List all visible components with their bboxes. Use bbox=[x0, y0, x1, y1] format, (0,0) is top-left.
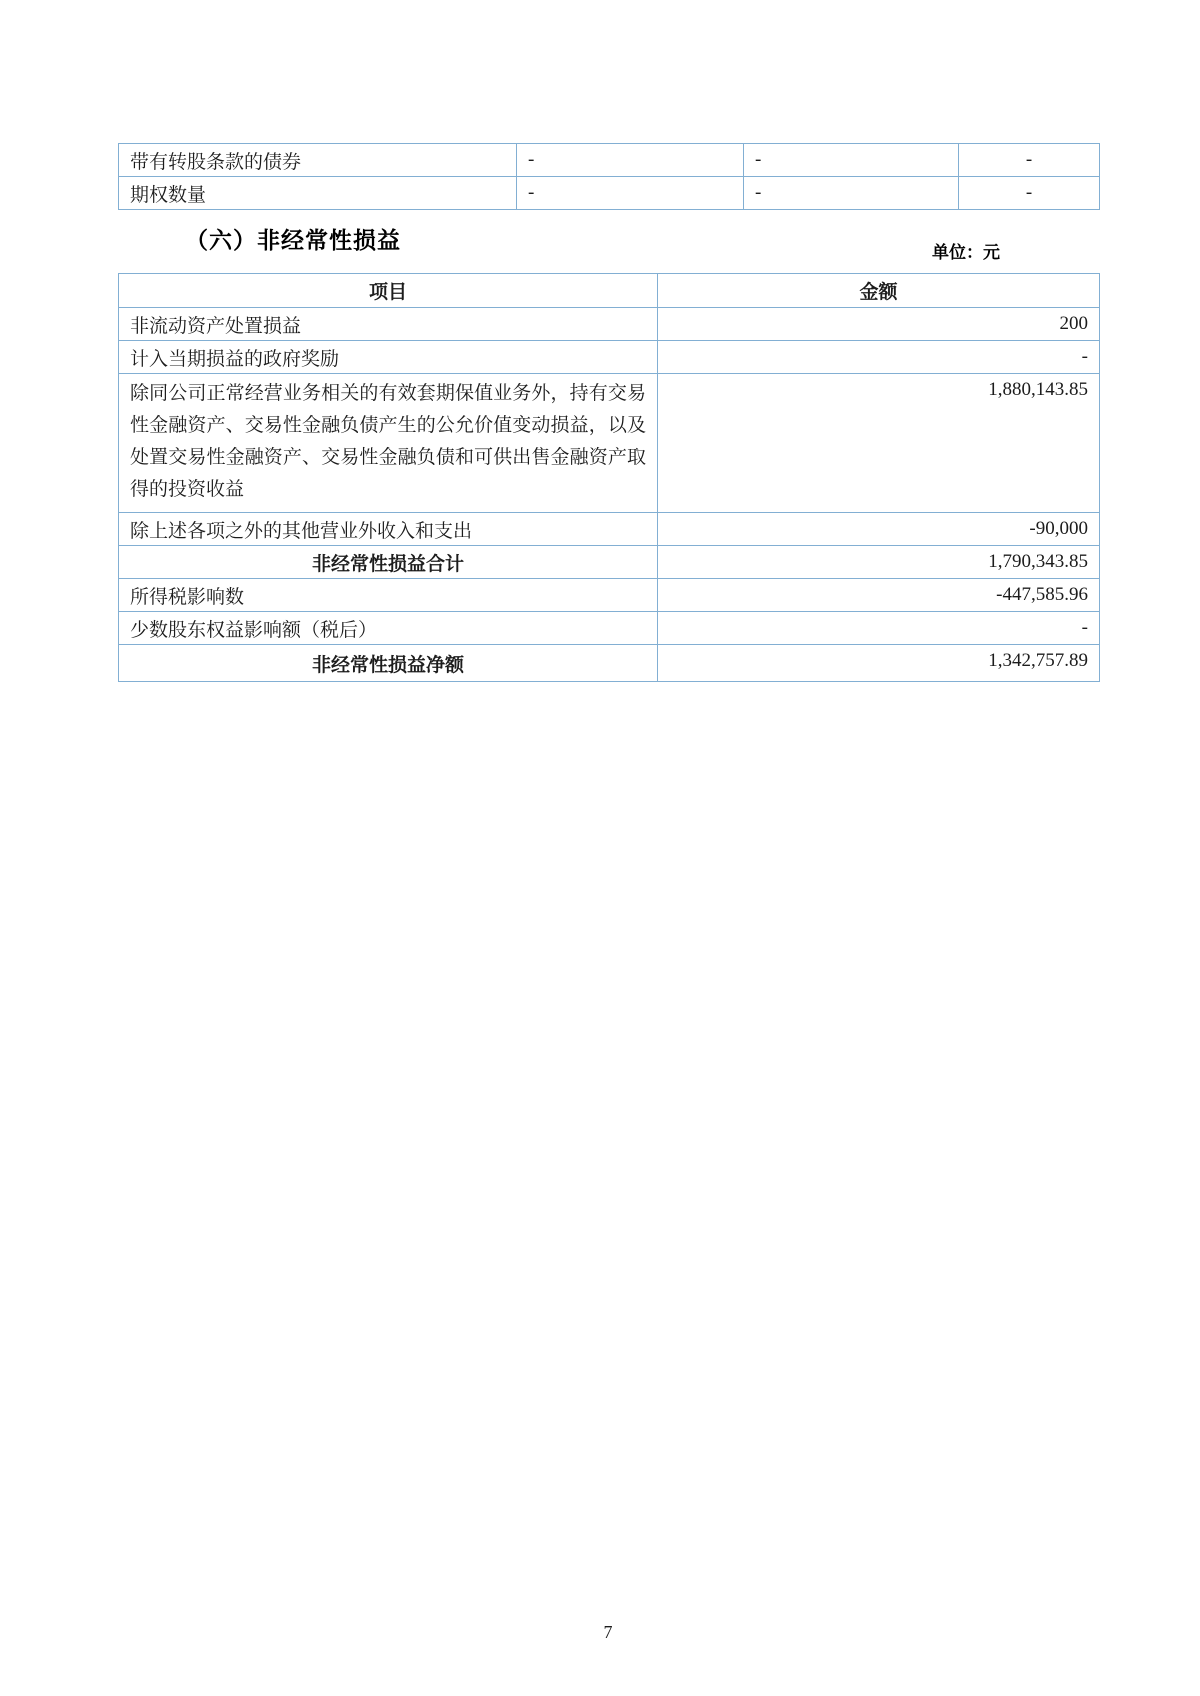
amount-value: 1,880,143.85 bbox=[658, 374, 1100, 513]
cell-value: - bbox=[517, 177, 744, 210]
table-row-subtotal bbox=[119, 546, 1100, 579]
row-label: 少数股东权益影响额（税后） bbox=[119, 612, 658, 645]
table-row bbox=[119, 177, 1100, 210]
cell-value: - bbox=[517, 144, 744, 177]
cell-value: - bbox=[959, 144, 1100, 177]
column-header-amount: 金额 bbox=[658, 274, 1100, 308]
section-heading-block bbox=[118, 210, 1099, 273]
table-row bbox=[119, 612, 1100, 645]
table-row bbox=[119, 579, 1100, 612]
table-row-total bbox=[119, 645, 1100, 682]
table-row bbox=[119, 513, 1100, 546]
cell-value: - bbox=[959, 177, 1100, 210]
amount-value: -447,585.96 bbox=[658, 579, 1100, 612]
table-row bbox=[119, 374, 1100, 513]
cell-value: - bbox=[744, 177, 959, 210]
page-content bbox=[118, 143, 1099, 682]
row-label: 所得税影响数 bbox=[119, 579, 658, 612]
amount-value: - bbox=[658, 341, 1100, 374]
amount-value: -90,000 bbox=[658, 513, 1100, 546]
column-header-item: 项目 bbox=[119, 274, 658, 308]
amount-value: 1,342,757.89 bbox=[658, 645, 1100, 682]
cell-value: - bbox=[744, 144, 959, 177]
row-label: 非流动资产处置损益 bbox=[119, 308, 658, 341]
amount-value: 1,790,343.85 bbox=[658, 546, 1100, 579]
amount-value: 200 bbox=[658, 308, 1100, 341]
convertible-instruments-table bbox=[118, 143, 1100, 210]
non-recurring-items-table bbox=[118, 273, 1100, 682]
row-label: 计入当期损益的政府奖励 bbox=[119, 341, 658, 374]
row-label: 除上述各项之外的其他营业外收入和支出 bbox=[119, 513, 658, 546]
row-label: 带有转股条款的债券 bbox=[119, 144, 517, 177]
row-label: 非经常性损益净额 bbox=[119, 645, 658, 682]
row-label: 除同公司正常经营业务相关的有效套期保值业务外，持有交易性金融资产、交易性金融负债产生的公允价值变动损益，以及处置交易性金融资产、交易性金融负债和可供出售金融资产取得的投资收益 bbox=[119, 374, 658, 513]
section-title: （六）非经常性损益 bbox=[185, 227, 401, 253]
amount-value: - bbox=[658, 612, 1100, 645]
row-label: 非经常性损益合计 bbox=[119, 546, 658, 579]
table-row bbox=[119, 144, 1100, 177]
page-number: 7 bbox=[603, 1622, 613, 1642]
table-row bbox=[119, 308, 1100, 341]
table-row bbox=[119, 341, 1100, 374]
row-label: 期权数量 bbox=[119, 177, 517, 210]
table-header-row bbox=[119, 274, 1100, 308]
unit-label: 单位：元 bbox=[932, 243, 1000, 262]
